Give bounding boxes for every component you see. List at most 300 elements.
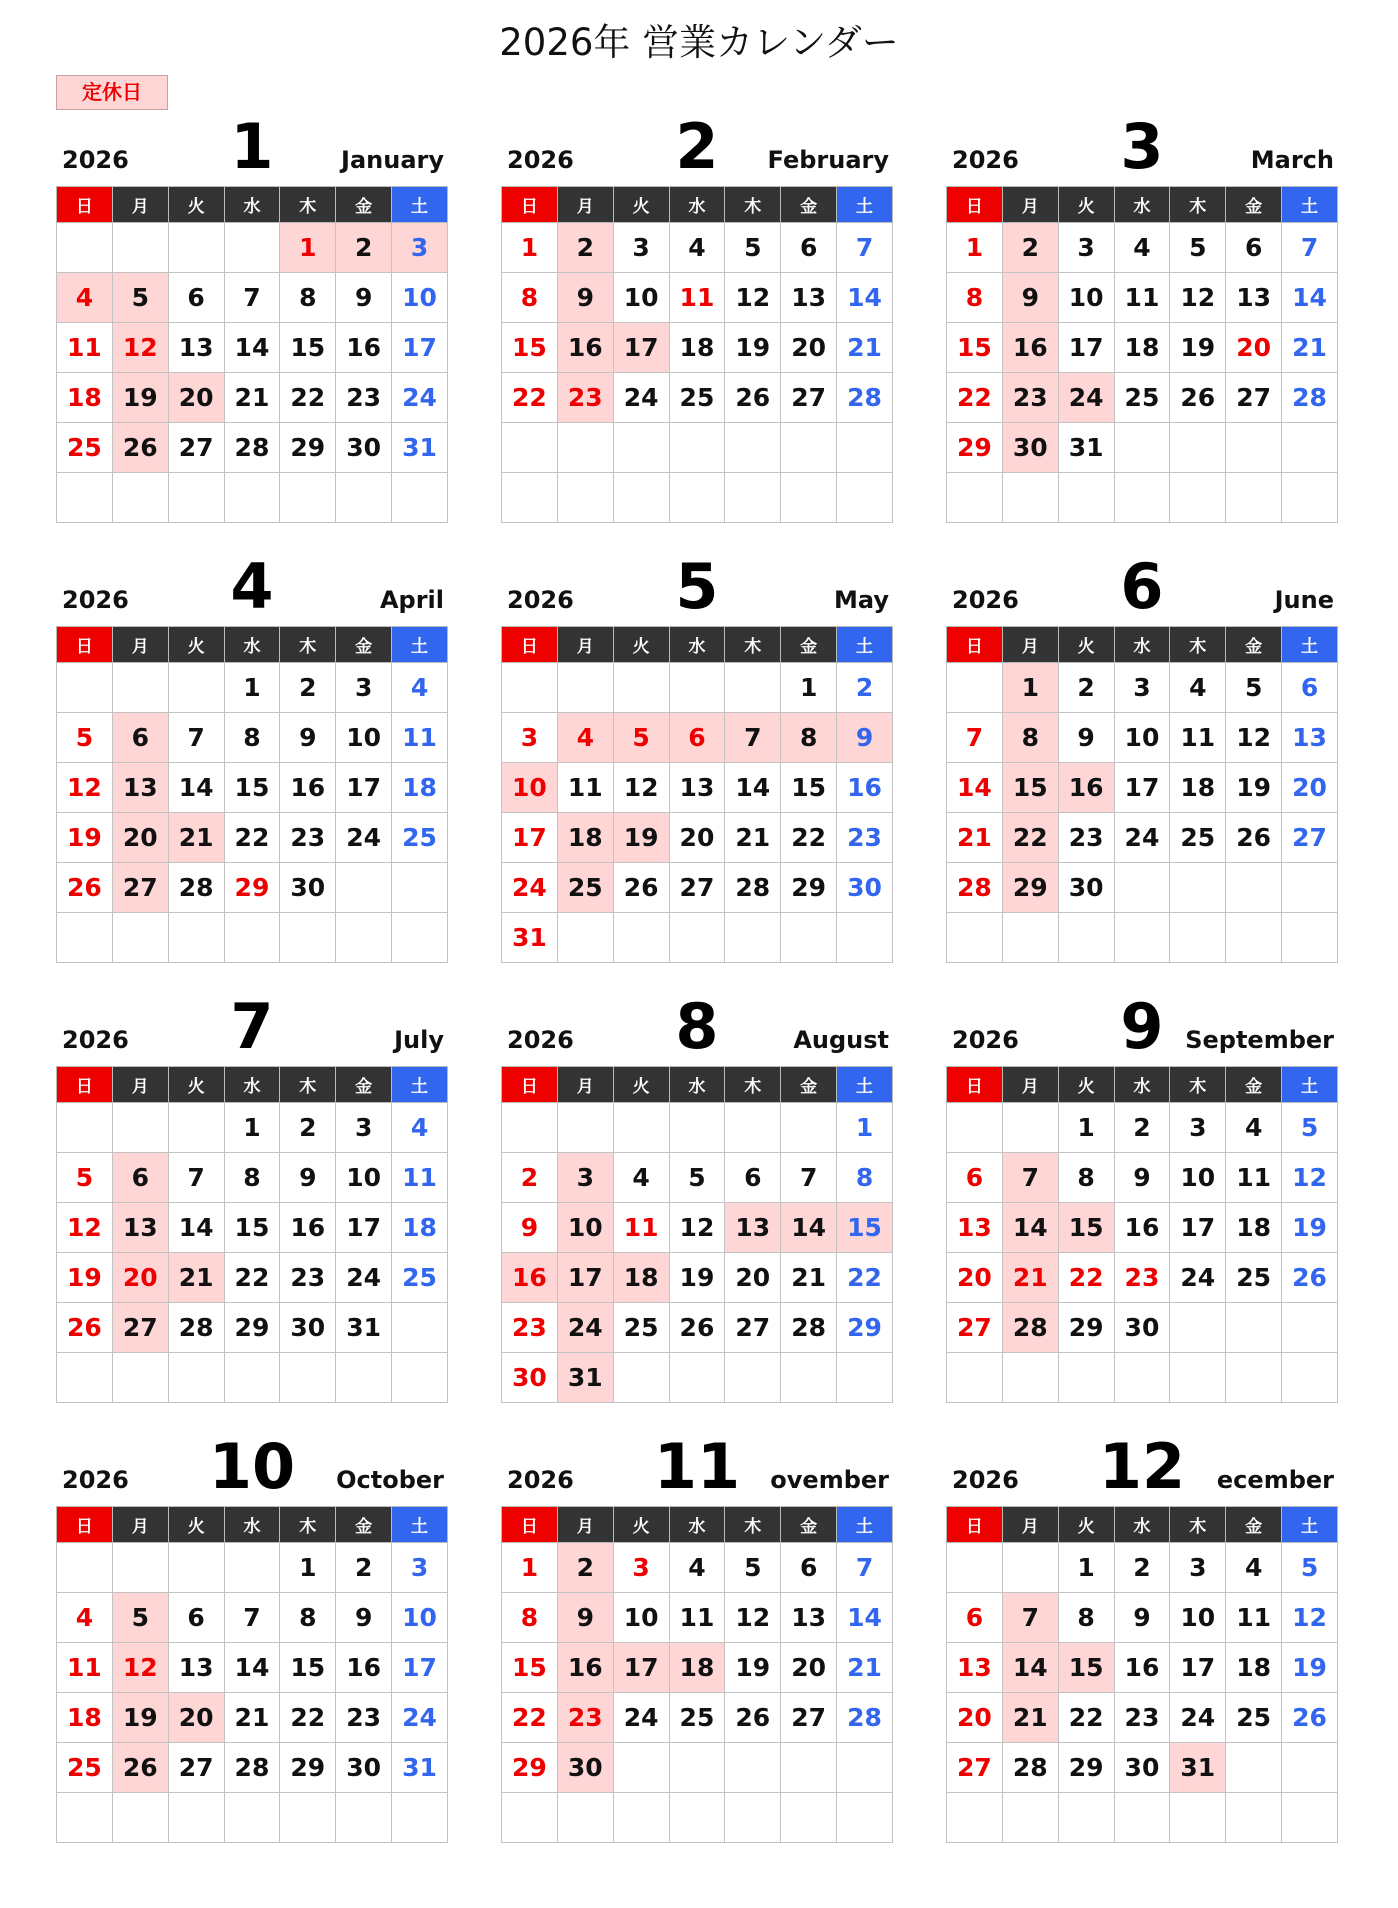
month-year: 2026 [952, 1026, 1019, 1054]
day-cell: 26 [112, 1743, 168, 1793]
day-cell: 21 [168, 813, 224, 863]
day-cell: 28 [1002, 1303, 1058, 1353]
day-cell: 10 [392, 1593, 448, 1643]
weekday-header: 金 [336, 1507, 392, 1543]
day-cell: 24 [1058, 373, 1114, 423]
day-cell [1002, 913, 1058, 963]
weekday-header-row [947, 1507, 1338, 1543]
day-cell [392, 473, 448, 523]
day-cell: 6 [669, 713, 725, 763]
month-table [501, 626, 893, 963]
day-cell [781, 1793, 837, 1843]
day-cell: 10 [1170, 1153, 1226, 1203]
day-cell [168, 1793, 224, 1843]
weekday-header: 木 [725, 187, 781, 223]
day-cell: 5 [669, 1153, 725, 1203]
week-row [502, 713, 893, 763]
day-cell: 15 [224, 1203, 280, 1253]
day-cell: 11 [1170, 713, 1226, 763]
week-row [502, 1153, 893, 1203]
day-cell [336, 1353, 392, 1403]
day-cell: 29 [781, 863, 837, 913]
day-cell [1170, 913, 1226, 963]
day-cell: 1 [837, 1103, 893, 1153]
week-row [57, 663, 448, 713]
day-cell: 3 [336, 1103, 392, 1153]
day-cell [502, 663, 558, 713]
day-cell: 17 [1170, 1203, 1226, 1253]
day-cell [280, 473, 336, 523]
weekday-header: 水 [1114, 1507, 1170, 1543]
day-cell: 17 [392, 323, 448, 373]
day-cell [57, 1353, 113, 1403]
day-cell: 12 [1170, 273, 1226, 323]
weekday-header: 土 [392, 627, 448, 663]
week-row [502, 1693, 893, 1743]
day-cell: 30 [336, 1743, 392, 1793]
day-cell: 1 [502, 1543, 558, 1593]
day-cell: 13 [725, 1203, 781, 1253]
day-cell [1282, 913, 1338, 963]
day-cell: 17 [336, 763, 392, 813]
weekday-header: 火 [168, 187, 224, 223]
day-cell: 8 [781, 713, 837, 763]
day-cell: 25 [57, 423, 113, 473]
day-cell: 28 [168, 1303, 224, 1353]
day-cell: 5 [1226, 663, 1282, 713]
week-row [947, 1743, 1338, 1793]
day-cell [57, 1793, 113, 1843]
month-year: 2026 [507, 146, 574, 174]
day-cell [1002, 1353, 1058, 1403]
weekday-header-row [947, 187, 1338, 223]
weekday-header: 水 [224, 187, 280, 223]
week-row [947, 1643, 1338, 1693]
month-number: 1 [230, 110, 274, 183]
day-cell: 12 [725, 1593, 781, 1643]
day-cell: 26 [1282, 1693, 1338, 1743]
day-cell: 14 [725, 763, 781, 813]
day-cell: 3 [557, 1153, 613, 1203]
week-row [57, 813, 448, 863]
week-row [57, 373, 448, 423]
day-cell [725, 473, 781, 523]
month-table [946, 186, 1338, 523]
day-cell: 9 [336, 273, 392, 323]
day-cell: 9 [336, 1593, 392, 1643]
weekday-header: 土 [837, 627, 893, 663]
week-row [502, 1203, 893, 1253]
day-cell: 11 [57, 1643, 113, 1693]
weekday-header: 木 [725, 1067, 781, 1103]
day-cell: 27 [669, 863, 725, 913]
day-cell: 23 [336, 1693, 392, 1743]
week-row [57, 913, 448, 963]
weekday-header: 日 [947, 1507, 1003, 1543]
day-cell: 28 [947, 863, 1003, 913]
day-cell [1114, 423, 1170, 473]
day-cell: 8 [502, 1593, 558, 1643]
day-cell: 15 [224, 763, 280, 813]
weekday-header-row [57, 1507, 448, 1543]
weekday-header: 日 [57, 1067, 113, 1103]
day-cell [837, 473, 893, 523]
day-cell [112, 1793, 168, 1843]
day-cell: 3 [613, 223, 669, 273]
day-cell: 12 [112, 323, 168, 373]
day-cell: 2 [502, 1153, 558, 1203]
day-cell: 11 [613, 1203, 669, 1253]
day-cell [781, 473, 837, 523]
weekday-header: 木 [280, 1507, 336, 1543]
day-cell: 8 [1058, 1593, 1114, 1643]
day-cell [1002, 1793, 1058, 1843]
month-year: 2026 [507, 1466, 574, 1494]
day-cell: 11 [1114, 273, 1170, 323]
day-cell: 2 [1058, 663, 1114, 713]
day-cell [1282, 473, 1338, 523]
day-cell [280, 913, 336, 963]
day-cell [613, 913, 669, 963]
week-row [947, 1593, 1338, 1643]
day-cell: 7 [1002, 1153, 1058, 1203]
day-cell: 22 [502, 1693, 558, 1743]
day-cell [669, 1353, 725, 1403]
day-cell: 20 [669, 813, 725, 863]
weekday-header: 月 [112, 187, 168, 223]
month-number: 10 [208, 1430, 296, 1503]
weekday-header: 木 [725, 1507, 781, 1543]
weekday-header: 木 [1170, 187, 1226, 223]
day-cell: 12 [57, 1203, 113, 1253]
day-cell: 24 [613, 373, 669, 423]
day-cell [613, 473, 669, 523]
day-cell [280, 1353, 336, 1403]
day-cell: 3 [502, 713, 558, 763]
week-row [947, 763, 1338, 813]
day-cell: 10 [336, 1153, 392, 1203]
day-cell: 6 [1226, 223, 1282, 273]
week-row [947, 1543, 1338, 1593]
day-cell [947, 1353, 1003, 1403]
day-cell: 24 [392, 1693, 448, 1743]
day-cell: 15 [781, 763, 837, 813]
day-cell [1282, 1743, 1338, 1793]
day-cell: 9 [837, 713, 893, 763]
weekday-header: 月 [112, 627, 168, 663]
day-cell: 30 [1114, 1303, 1170, 1353]
day-cell: 5 [725, 223, 781, 273]
weekday-header: 火 [168, 1067, 224, 1103]
day-cell: 26 [112, 423, 168, 473]
day-cell: 6 [947, 1153, 1003, 1203]
day-cell: 2 [280, 1103, 336, 1153]
day-cell: 12 [725, 273, 781, 323]
day-cell: 22 [224, 1253, 280, 1303]
weekday-header: 土 [1282, 1507, 1338, 1543]
day-cell [280, 1793, 336, 1843]
day-cell: 20 [725, 1253, 781, 1303]
day-cell: 30 [502, 1353, 558, 1403]
day-cell: 3 [1170, 1543, 1226, 1593]
day-cell: 7 [725, 713, 781, 763]
day-cell [837, 423, 893, 473]
day-cell: 4 [392, 1103, 448, 1153]
day-cell [557, 663, 613, 713]
day-cell [1002, 473, 1058, 523]
month-table [56, 626, 448, 963]
day-cell: 30 [1114, 1743, 1170, 1793]
day-cell: 7 [1282, 223, 1338, 273]
month-table [56, 1066, 448, 1403]
day-cell [947, 913, 1003, 963]
day-cell: 26 [613, 863, 669, 913]
day-cell: 11 [57, 323, 113, 373]
week-row [502, 1543, 893, 1593]
day-cell: 26 [669, 1303, 725, 1353]
day-cell: 16 [1002, 323, 1058, 373]
weekday-header-row [947, 1067, 1338, 1103]
day-cell: 14 [168, 763, 224, 813]
month-header [56, 990, 448, 1062]
month-number: 7 [230, 990, 274, 1063]
weekday-header: 水 [1114, 187, 1170, 223]
day-cell: 5 [1282, 1103, 1338, 1153]
day-cell: 19 [57, 1253, 113, 1303]
weekday-header: 火 [613, 627, 669, 663]
day-cell: 7 [837, 223, 893, 273]
week-row [502, 863, 893, 913]
day-cell: 11 [392, 713, 448, 763]
weekday-header: 金 [336, 187, 392, 223]
week-row [947, 423, 1338, 473]
day-cell: 7 [781, 1153, 837, 1203]
day-cell: 8 [280, 273, 336, 323]
day-cell: 20 [112, 813, 168, 863]
day-cell [1226, 1793, 1282, 1843]
day-cell: 13 [168, 1643, 224, 1693]
day-cell [57, 223, 113, 273]
day-cell [1226, 863, 1282, 913]
weekday-header: 金 [781, 627, 837, 663]
day-cell: 15 [280, 323, 336, 373]
day-cell [57, 1103, 113, 1153]
day-cell: 27 [947, 1743, 1003, 1793]
day-cell [725, 423, 781, 473]
day-cell [112, 1543, 168, 1593]
month-block [56, 110, 448, 530]
weekday-header: 月 [1002, 187, 1058, 223]
day-cell [781, 423, 837, 473]
week-row [57, 223, 448, 273]
day-cell: 10 [502, 763, 558, 813]
day-cell [947, 1103, 1003, 1153]
day-cell: 9 [1114, 1593, 1170, 1643]
day-cell: 23 [837, 813, 893, 863]
day-cell [1226, 473, 1282, 523]
day-cell [837, 1793, 893, 1843]
day-cell: 1 [1058, 1103, 1114, 1153]
month-table [946, 1506, 1338, 1843]
day-cell: 14 [837, 273, 893, 323]
day-cell [1114, 1353, 1170, 1403]
day-cell: 7 [1002, 1593, 1058, 1643]
day-cell: 31 [336, 1303, 392, 1353]
day-cell: 17 [1114, 763, 1170, 813]
day-cell [224, 1793, 280, 1843]
week-row [57, 1303, 448, 1353]
day-cell [502, 1793, 558, 1843]
day-cell: 2 [336, 223, 392, 273]
day-cell: 20 [947, 1253, 1003, 1303]
day-cell: 27 [1282, 813, 1338, 863]
day-cell: 14 [1002, 1643, 1058, 1693]
week-row [947, 473, 1338, 523]
day-cell [112, 473, 168, 523]
day-cell: 5 [112, 1593, 168, 1643]
week-row [947, 913, 1338, 963]
day-cell: 14 [781, 1203, 837, 1253]
day-cell [669, 1743, 725, 1793]
weekday-header: 土 [392, 1507, 448, 1543]
weekday-header-row [502, 1507, 893, 1543]
day-cell: 22 [947, 373, 1003, 423]
day-cell: 18 [669, 323, 725, 373]
day-cell [557, 1103, 613, 1153]
day-cell: 12 [1282, 1153, 1338, 1203]
day-cell: 23 [280, 813, 336, 863]
day-cell: 21 [224, 373, 280, 423]
day-cell: 17 [502, 813, 558, 863]
day-cell: 5 [613, 713, 669, 763]
month-number: 11 [653, 1430, 741, 1503]
day-cell [1226, 913, 1282, 963]
day-cell: 22 [1058, 1693, 1114, 1743]
day-cell: 14 [224, 323, 280, 373]
month-number: 2 [675, 110, 719, 183]
day-cell: 17 [613, 323, 669, 373]
day-cell: 10 [1114, 713, 1170, 763]
week-row [502, 323, 893, 373]
day-cell [781, 1743, 837, 1793]
day-cell: 10 [613, 1593, 669, 1643]
weekday-header: 火 [168, 1507, 224, 1543]
day-cell [557, 1793, 613, 1843]
day-cell: 5 [1282, 1543, 1338, 1593]
week-row [502, 1103, 893, 1153]
day-cell [1002, 1103, 1058, 1153]
weekday-header: 木 [725, 627, 781, 663]
week-row [502, 1253, 893, 1303]
day-cell: 9 [280, 713, 336, 763]
day-cell: 13 [947, 1203, 1003, 1253]
weekday-header: 金 [781, 1507, 837, 1543]
day-cell: 6 [725, 1153, 781, 1203]
day-cell: 15 [502, 323, 558, 373]
day-cell: 2 [1114, 1543, 1170, 1593]
week-row [502, 763, 893, 813]
weekday-header: 水 [1114, 627, 1170, 663]
day-cell: 5 [725, 1543, 781, 1593]
day-cell: 30 [1002, 423, 1058, 473]
day-cell: 17 [392, 1643, 448, 1693]
day-cell: 9 [1002, 273, 1058, 323]
week-row [502, 1743, 893, 1793]
day-cell: 20 [1282, 763, 1338, 813]
month-year: 2026 [507, 1026, 574, 1054]
day-cell [947, 473, 1003, 523]
day-cell: 26 [725, 373, 781, 423]
day-cell: 25 [669, 1693, 725, 1743]
day-cell: 11 [1226, 1153, 1282, 1203]
day-cell [613, 423, 669, 473]
day-cell [781, 913, 837, 963]
day-cell: 16 [1058, 763, 1114, 813]
weekday-header: 木 [1170, 627, 1226, 663]
weekday-header: 火 [613, 1507, 669, 1543]
day-cell [112, 913, 168, 963]
day-cell: 22 [837, 1253, 893, 1303]
week-row [57, 1593, 448, 1643]
day-cell: 15 [837, 1203, 893, 1253]
month-name: February [767, 146, 889, 174]
day-cell: 22 [224, 813, 280, 863]
month-header [946, 990, 1338, 1062]
day-cell: 19 [725, 1643, 781, 1693]
day-cell: 20 [781, 323, 837, 373]
day-cell [112, 1353, 168, 1403]
weekday-header: 月 [557, 187, 613, 223]
month-header [501, 990, 893, 1062]
day-cell: 4 [57, 1593, 113, 1643]
week-row [502, 223, 893, 273]
day-cell: 22 [502, 373, 558, 423]
day-cell: 29 [947, 423, 1003, 473]
day-cell [392, 913, 448, 963]
day-cell: 25 [392, 1253, 448, 1303]
day-cell: 12 [1282, 1593, 1338, 1643]
day-cell: 1 [781, 663, 837, 713]
day-cell [224, 1353, 280, 1403]
weekday-header: 日 [57, 187, 113, 223]
day-cell: 13 [669, 763, 725, 813]
weekday-header-row [502, 1067, 893, 1103]
month-block [56, 550, 448, 970]
day-cell: 6 [781, 1543, 837, 1593]
week-row [947, 713, 1338, 763]
weekday-header-row [57, 627, 448, 663]
day-cell [336, 473, 392, 523]
day-cell: 1 [280, 223, 336, 273]
day-cell: 26 [1282, 1253, 1338, 1303]
day-cell: 15 [1058, 1203, 1114, 1253]
day-cell: 3 [1170, 1103, 1226, 1153]
week-row [57, 1543, 448, 1593]
day-cell: 24 [613, 1693, 669, 1743]
day-cell: 17 [557, 1253, 613, 1303]
day-cell: 6 [112, 713, 168, 763]
weekday-header-row [502, 627, 893, 663]
week-row [502, 1353, 893, 1403]
weekday-header: 水 [1114, 1067, 1170, 1103]
week-row [502, 1793, 893, 1843]
week-row [502, 1303, 893, 1353]
day-cell [1226, 1743, 1282, 1793]
day-cell: 19 [613, 813, 669, 863]
day-cell [1058, 473, 1114, 523]
day-cell: 24 [1170, 1253, 1226, 1303]
day-cell [669, 913, 725, 963]
